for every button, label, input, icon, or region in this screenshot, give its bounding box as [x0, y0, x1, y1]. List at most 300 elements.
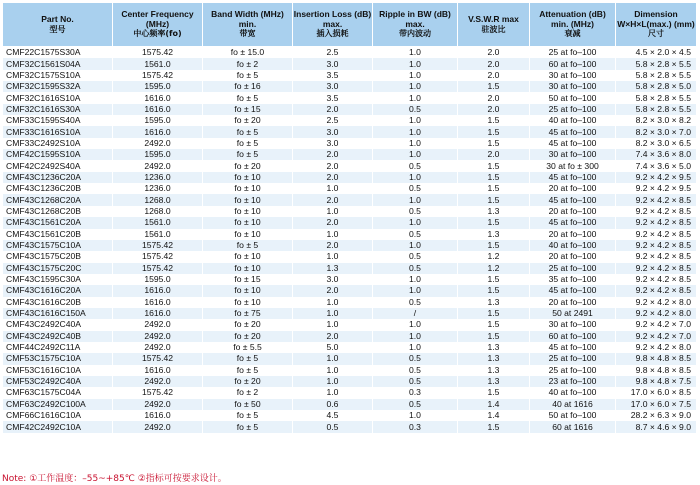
cell-insertion-loss: 1.0	[293, 308, 373, 319]
cell-attenuation: 23 at fo–100	[530, 376, 616, 387]
cell-insertion-loss: 2.0	[293, 149, 373, 160]
cell-insertion-loss: 3.0	[293, 274, 373, 285]
cell-dimension: 9.2 × 4.2 × 8.5	[616, 251, 697, 262]
cell-attenuation: 35 at fo–100	[530, 274, 616, 285]
cell-dimension: 4.5 × 2.0 × 4.5	[616, 47, 697, 59]
cell-attenuation: 25 at fo–100	[530, 104, 616, 115]
cell-band-width: fo ± 10	[203, 263, 293, 274]
cell-dimension: 9.2 × 4.2 × 8.5	[616, 206, 697, 217]
cell-dimension: 9.2 × 4.2 × 9.5	[616, 172, 697, 183]
cell-attenuation: 20 at fo–100	[530, 251, 616, 262]
cell-band-width: fo ± 15	[203, 274, 293, 285]
cell-attenuation: 20 at fo–100	[530, 183, 616, 194]
cell-attenuation: 50 at 2491	[530, 308, 616, 319]
cell-band-width: fo ± 15	[203, 104, 293, 115]
header-band-width: Band Width (MHz) min. 带宽	[203, 3, 293, 47]
cell-dimension: 8.7 × 4.6 × 9.0	[616, 421, 697, 432]
cell-part-no: CMF32C1616S30A	[3, 104, 113, 115]
cell-center-frequency: 1236.0	[113, 183, 203, 194]
table-row	[3, 229, 697, 240]
cell-part-no: CMF42C2492S40A	[3, 160, 113, 171]
cell-dimension: 9.2 × 4.2 × 8.5	[616, 285, 697, 296]
cell-center-frequency: 1616.0	[113, 410, 203, 421]
cell-ripple: 1.0	[373, 319, 458, 330]
cell-part-no: CMF33C1616S10A	[3, 126, 113, 137]
cell-vswr: 1.5	[458, 81, 530, 92]
table-row	[3, 92, 697, 103]
cell-dimension: 17.0 × 6.0 × 7.5	[616, 399, 697, 410]
cell-insertion-loss: 2.0	[293, 172, 373, 183]
cell-dimension: 9.8 × 4.8 × 8.5	[616, 365, 697, 376]
cell-band-width: fo ± 2	[203, 58, 293, 69]
cell-part-no: CMF43C1268C20B	[3, 206, 113, 217]
cell-center-frequency: 2492.0	[113, 342, 203, 353]
cell-insertion-loss: 3.0	[293, 138, 373, 149]
cell-vswr: 1.5	[458, 387, 530, 398]
cell-ripple: 0.5	[373, 297, 458, 308]
cell-center-frequency: 2492.0	[113, 376, 203, 387]
table-row	[3, 353, 697, 364]
cell-part-no: CMF32C1595S32A	[3, 81, 113, 92]
cell-center-frequency: 1268.0	[113, 206, 203, 217]
cell-part-no: CMF43C2492C40B	[3, 331, 113, 342]
cell-attenuation: 60 at 1616	[530, 421, 616, 432]
cell-ripple: 1.0	[373, 172, 458, 183]
cell-center-frequency: 1575.42	[113, 47, 203, 59]
header-vswr: V.S.W.R max 驻波比	[458, 3, 530, 47]
cell-center-frequency: 2492.0	[113, 331, 203, 342]
table-row	[3, 274, 697, 285]
cell-insertion-loss: 1.0	[293, 251, 373, 262]
cell-insertion-loss: 3.0	[293, 58, 373, 69]
cell-vswr: 1.5	[458, 285, 530, 296]
cell-band-width: fo ± 5	[203, 240, 293, 251]
cell-attenuation: 45 at fo–100	[530, 285, 616, 296]
cell-band-width: fo ± 5	[203, 138, 293, 149]
cell-dimension: 7.4 × 3.6 × 5.0	[616, 160, 697, 171]
cell-ripple: 0.5	[373, 365, 458, 376]
cell-center-frequency: 2492.0	[113, 138, 203, 149]
cell-ripple: 1.0	[373, 217, 458, 228]
cell-band-width: fo ± 10	[203, 172, 293, 183]
cell-insertion-loss: 1.0	[293, 183, 373, 194]
cell-part-no: CMF43C1616C20B	[3, 297, 113, 308]
cell-band-width: fo ± 5	[203, 410, 293, 421]
cell-ripple: 0.5	[373, 263, 458, 274]
cell-band-width: fo ± 5	[203, 365, 293, 376]
table-row	[3, 399, 697, 410]
cell-ripple: /	[373, 308, 458, 319]
cell-vswr: 1.3	[458, 229, 530, 240]
cell-center-frequency: 1561.0	[113, 229, 203, 240]
cell-vswr: 1.5	[458, 183, 530, 194]
cell-center-frequency: 1575.42	[113, 70, 203, 81]
cell-part-no: CMF33C1595S40A	[3, 115, 113, 126]
table-row	[3, 421, 697, 432]
cell-part-no: CMF33C2492S10A	[3, 138, 113, 149]
filter-spec-table	[2, 2, 697, 433]
table-row	[3, 319, 697, 330]
cell-part-no: CMF32C1561S04A	[3, 58, 113, 69]
cell-dimension: 9.2 × 4.2 × 8.5	[616, 274, 697, 285]
cell-center-frequency: 1236.0	[113, 172, 203, 183]
cell-insertion-loss: 1.0	[293, 206, 373, 217]
cell-dimension: 9.2 × 4.2 × 8.5	[616, 240, 697, 251]
cell-part-no: CMF32C1575S10A	[3, 70, 113, 81]
cell-band-width: fo ± 20	[203, 160, 293, 171]
cell-attenuation: 20 at fo–100	[530, 206, 616, 217]
table-row	[3, 376, 697, 387]
cell-band-width: fo ± 20	[203, 115, 293, 126]
table-row	[3, 331, 697, 342]
cell-insertion-loss: 1.0	[293, 376, 373, 387]
cell-dimension: 5.8 × 2.8 × 5.5	[616, 70, 697, 81]
cell-dimension: 7.4 × 3.6 × 8.0	[616, 149, 697, 160]
cell-band-width: fo ± 75	[203, 308, 293, 319]
cell-attenuation: 50 at fo–100	[530, 410, 616, 421]
cell-attenuation: 50 at fo–100	[530, 92, 616, 103]
table-row	[3, 172, 697, 183]
cell-dimension: 9.8 × 4.8 × 8.5	[616, 353, 697, 364]
cell-band-width: fo ± 5	[203, 353, 293, 364]
cell-ripple: 0.3	[373, 387, 458, 398]
table-row	[3, 138, 697, 149]
cell-ripple: 0.5	[373, 183, 458, 194]
cell-attenuation: 25 at fo–100	[530, 365, 616, 376]
cell-dimension: 8.2 × 3.0 × 6.5	[616, 138, 697, 149]
cell-dimension: 8.2 × 3.0 × 8.2	[616, 115, 697, 126]
cell-center-frequency: 1575.42	[113, 240, 203, 251]
cell-dimension: 9.2 × 4.2 × 8.0	[616, 297, 697, 308]
cell-part-no: CMF22C1575S30A	[3, 47, 113, 59]
table-row	[3, 263, 697, 274]
cell-attenuation: 45 at fo–100	[530, 172, 616, 183]
cell-ripple: 0.5	[373, 206, 458, 217]
cell-center-frequency: 1595.0	[113, 274, 203, 285]
cell-attenuation: 40 at 1616	[530, 399, 616, 410]
cell-vswr: 2.0	[458, 92, 530, 103]
cell-vswr: 1.5	[458, 160, 530, 171]
cell-vswr: 2.0	[458, 149, 530, 160]
cell-vswr: 1.5	[458, 126, 530, 137]
cell-insertion-loss: 3.0	[293, 126, 373, 137]
cell-attenuation: 45 at fo–100	[530, 126, 616, 137]
cell-part-no: CMF43C1268C20A	[3, 194, 113, 205]
cell-insertion-loss: 0.5	[293, 421, 373, 432]
cell-dimension: 9.2 × 4.2 × 8.0	[616, 342, 697, 353]
cell-vswr: 1.3	[458, 342, 530, 353]
cell-attenuation: 40 at fo–100	[530, 240, 616, 251]
cell-ripple: 0.3	[373, 421, 458, 432]
cell-center-frequency: 2492.0	[113, 399, 203, 410]
table-body	[3, 47, 697, 433]
cell-vswr: 2.0	[458, 70, 530, 81]
cell-part-no: CMF43C1236C20B	[3, 183, 113, 194]
cell-band-width: fo ± 20	[203, 331, 293, 342]
cell-part-no: CMF43C1561C20A	[3, 217, 113, 228]
cell-insertion-loss: 2.0	[293, 331, 373, 342]
cell-attenuation: 30 at fo–100	[530, 319, 616, 330]
cell-part-no: CMF43C1595C30A	[3, 274, 113, 285]
cell-dimension: 9.2 × 4.2 × 7.0	[616, 331, 697, 342]
cell-insertion-loss: 2.0	[293, 194, 373, 205]
cell-ripple: 1.0	[373, 47, 458, 59]
cell-vswr: 1.2	[458, 263, 530, 274]
cell-insertion-loss: 2.0	[293, 104, 373, 115]
cell-ripple: 1.0	[373, 274, 458, 285]
cell-insertion-loss: 2.5	[293, 47, 373, 59]
cell-center-frequency: 1616.0	[113, 297, 203, 308]
cell-vswr: 1.5	[458, 274, 530, 285]
cell-vswr: 1.3	[458, 376, 530, 387]
cell-band-width: fo ± 15.0	[203, 47, 293, 59]
cell-insertion-loss: 3.5	[293, 92, 373, 103]
cell-insertion-loss: 2.0	[293, 240, 373, 251]
cell-ripple: 1.0	[373, 240, 458, 251]
cell-band-width: fo ± 5	[203, 70, 293, 81]
spec-table-container	[2, 2, 696, 433]
cell-center-frequency: 1616.0	[113, 285, 203, 296]
cell-part-no: CMF43C1616C20A	[3, 285, 113, 296]
cell-insertion-loss: 2.0	[293, 217, 373, 228]
cell-dimension: 9.2 × 4.2 × 8.5	[616, 263, 697, 274]
cell-vswr: 1.2	[458, 251, 530, 262]
cell-dimension: 9.2 × 4.2 × 9.5	[616, 183, 697, 194]
header-center-frequency: Center Frequency (MHz) 中心频率(fo)	[113, 3, 203, 47]
cell-insertion-loss: 1.0	[293, 353, 373, 364]
cell-vswr: 1.5	[458, 194, 530, 205]
cell-band-width: fo ± 20	[203, 319, 293, 330]
cell-band-width: fo ± 2	[203, 387, 293, 398]
cell-ripple: 1.0	[373, 115, 458, 126]
table-row	[3, 81, 697, 92]
footnote: Note: ①工作温度：–55~+85℃ ②指标可按要求设计。	[2, 474, 227, 484]
cell-ripple: 1.0	[373, 410, 458, 421]
cell-band-width: fo ± 10	[203, 229, 293, 240]
header-part-no: Part No. 型号	[3, 3, 113, 47]
cell-vswr: 1.3	[458, 206, 530, 217]
cell-center-frequency: 1616.0	[113, 308, 203, 319]
cell-ripple: 1.0	[373, 194, 458, 205]
cell-insertion-loss: 2.0	[293, 285, 373, 296]
cell-vswr: 1.5	[458, 172, 530, 183]
cell-ripple: 1.0	[373, 92, 458, 103]
cell-ripple: 1.0	[373, 285, 458, 296]
cell-part-no: CMF43C2492C40A	[3, 319, 113, 330]
cell-part-no: CMF53C2492C40A	[3, 376, 113, 387]
cell-band-width: fo ± 10	[203, 194, 293, 205]
cell-ripple: 0.5	[373, 104, 458, 115]
cell-ripple: 1.0	[373, 126, 458, 137]
cell-vswr: 1.5	[458, 138, 530, 149]
cell-attenuation: 45 at fo–100	[530, 138, 616, 149]
cell-attenuation: 30 at fo–100	[530, 81, 616, 92]
cell-insertion-loss: 1.0	[293, 387, 373, 398]
cell-band-width: fo ± 10	[203, 285, 293, 296]
cell-insertion-loss: 5.0	[293, 342, 373, 353]
cell-vswr: 1.3	[458, 353, 530, 364]
cell-center-frequency: 1616.0	[113, 365, 203, 376]
header-row	[3, 3, 697, 47]
table-row	[3, 160, 697, 171]
cell-insertion-loss: 3.0	[293, 81, 373, 92]
cell-band-width: fo ± 10	[203, 217, 293, 228]
cell-dimension: 5.8 × 2.8 × 5.5	[616, 104, 697, 115]
cell-part-no: CMF43C1616C150A	[3, 308, 113, 319]
cell-center-frequency: 1575.42	[113, 251, 203, 262]
cell-center-frequency: 1561.0	[113, 217, 203, 228]
table-row	[3, 126, 697, 137]
cell-dimension: 28.2 × 6.3 × 9.0	[616, 410, 697, 421]
header-dimension: Dimension W×H×L(max.) (mm) 尺寸	[616, 3, 697, 47]
cell-attenuation: 25 at fo–100	[530, 47, 616, 59]
cell-center-frequency: 1616.0	[113, 126, 203, 137]
cell-band-width: fo ± 10	[203, 206, 293, 217]
cell-center-frequency: 1575.42	[113, 353, 203, 364]
cell-vswr: 1.5	[458, 115, 530, 126]
table-row	[3, 183, 697, 194]
cell-dimension: 5.8 × 2.8 × 5.0	[616, 81, 697, 92]
cell-center-frequency: 1575.42	[113, 387, 203, 398]
table-row	[3, 58, 697, 69]
table-row	[3, 410, 697, 421]
cell-part-no: CMF53C1616C10A	[3, 365, 113, 376]
cell-part-no: CMF43C1561C20B	[3, 229, 113, 240]
cell-band-width: fo ± 5	[203, 421, 293, 432]
table-row	[3, 104, 697, 115]
cell-vswr: 1.4	[458, 410, 530, 421]
cell-insertion-loss: 1.0	[293, 297, 373, 308]
cell-ripple: 1.0	[373, 342, 458, 353]
cell-attenuation: 30 at fo–100	[530, 149, 616, 160]
cell-center-frequency: 1595.0	[113, 149, 203, 160]
cell-vswr: 2.0	[458, 47, 530, 59]
cell-part-no: CMF63C1575C04A	[3, 387, 113, 398]
cell-band-width: fo ± 20	[203, 376, 293, 387]
cell-vswr: 1.5	[458, 217, 530, 228]
cell-band-width: fo ± 10	[203, 251, 293, 262]
cell-part-no: CMF63C2492C100A	[3, 399, 113, 410]
cell-attenuation: 45 at fo–100	[530, 342, 616, 353]
cell-part-no: CMF43C1575C10A	[3, 240, 113, 251]
cell-center-frequency: 1268.0	[113, 194, 203, 205]
cell-ripple: 0.5	[373, 251, 458, 262]
table-row	[3, 149, 697, 160]
cell-vswr: 2.0	[458, 58, 530, 69]
cell-center-frequency: 1561.0	[113, 58, 203, 69]
cell-dimension: 8.2 × 3.0 × 7.0	[616, 126, 697, 137]
cell-band-width: fo ± 5.5	[203, 342, 293, 353]
cell-vswr: 1.5	[458, 331, 530, 342]
cell-center-frequency: 2492.0	[113, 319, 203, 330]
table-row	[3, 297, 697, 308]
cell-vswr: 1.3	[458, 297, 530, 308]
table-row	[3, 194, 697, 205]
cell-ripple: 1.0	[373, 81, 458, 92]
cell-insertion-loss: 1.3	[293, 263, 373, 274]
table-row	[3, 387, 697, 398]
cell-insertion-loss: 3.5	[293, 70, 373, 81]
cell-part-no: CMF32C1616S10A	[3, 92, 113, 103]
cell-ripple: 0.5	[373, 160, 458, 171]
cell-vswr: 1.5	[458, 308, 530, 319]
cell-band-width: fo ± 10	[203, 183, 293, 194]
cell-center-frequency: 1595.0	[113, 115, 203, 126]
cell-dimension: 9.2 × 4.2 × 8.5	[616, 217, 697, 228]
cell-attenuation: 45 at fo–100	[530, 217, 616, 228]
table-row	[3, 47, 697, 59]
cell-vswr: 1.5	[458, 240, 530, 251]
cell-vswr: 2.0	[458, 104, 530, 115]
cell-dimension: 9.2 × 4.2 × 8.0	[616, 308, 697, 319]
cell-band-width: fo ± 16	[203, 81, 293, 92]
cell-ripple: 0.5	[373, 376, 458, 387]
header-insertion-loss: Insertion Loss (dB) max. 插入损耗	[293, 3, 373, 47]
cell-ripple: 0.5	[373, 399, 458, 410]
cell-insertion-loss: 0.6	[293, 399, 373, 410]
cell-dimension: 9.2 × 4.2 × 7.0	[616, 319, 697, 330]
cell-attenuation: 25 at fo–100	[530, 353, 616, 364]
cell-attenuation: 25 at fo–100	[530, 263, 616, 274]
cell-insertion-loss: 4.5	[293, 410, 373, 421]
cell-attenuation: 40 at fo–100	[530, 387, 616, 398]
cell-band-width: fo ± 50	[203, 399, 293, 410]
cell-part-no: CMF66C1616C10A	[3, 410, 113, 421]
cell-part-no: CMF43C1575C20B	[3, 251, 113, 262]
cell-center-frequency: 1616.0	[113, 104, 203, 115]
cell-part-no: CMF43C1575C20C	[3, 263, 113, 274]
cell-dimension: 17.0 × 6.0 × 8.5	[616, 387, 697, 398]
cell-part-no: CMF42C2492C10A	[3, 421, 113, 432]
cell-part-no: CMF42C1595S10A	[3, 149, 113, 160]
cell-ripple: 1.0	[373, 149, 458, 160]
cell-center-frequency: 2492.0	[113, 421, 203, 432]
cell-vswr: 1.5	[458, 421, 530, 432]
cell-attenuation: 60 at fo–100	[530, 331, 616, 342]
cell-band-width: fo ± 5	[203, 92, 293, 103]
header-ripple: Ripple in BW (dB) max. 带内波动	[373, 3, 458, 47]
cell-band-width: fo ± 5	[203, 126, 293, 137]
cell-band-width: fo ± 5	[203, 149, 293, 160]
table-row	[3, 206, 697, 217]
cell-ripple: 0.5	[373, 229, 458, 240]
cell-part-no: CMF53C1575C10A	[3, 353, 113, 364]
cell-attenuation: 40 at fo–100	[530, 115, 616, 126]
cell-ripple: 0.5	[373, 353, 458, 364]
cell-dimension: 9.8 × 4.8 × 7.5	[616, 376, 697, 387]
cell-ripple: 1.0	[373, 70, 458, 81]
table-row	[3, 342, 697, 353]
cell-dimension: 5.8 × 2.8 × 5.5	[616, 58, 697, 69]
cell-attenuation: 60 at fo–100	[530, 58, 616, 69]
header-attenuation: Attenuation (dB) min. (MHz) 衰减	[530, 3, 616, 47]
cell-attenuation: 20 at fo–100	[530, 297, 616, 308]
cell-dimension: 9.2 × 4.2 × 8.5	[616, 194, 697, 205]
table-row	[3, 285, 697, 296]
cell-ripple: 1.0	[373, 331, 458, 342]
cell-attenuation: 20 at fo–100	[530, 229, 616, 240]
cell-ripple: 1.0	[373, 58, 458, 69]
cell-attenuation: 45 at fo–100	[530, 194, 616, 205]
cell-part-no: CMF43C1236C20A	[3, 172, 113, 183]
cell-vswr: 1.3	[458, 365, 530, 376]
cell-center-frequency: 1595.0	[113, 81, 203, 92]
cell-vswr: 1.4	[458, 399, 530, 410]
cell-center-frequency: 1575.42	[113, 263, 203, 274]
cell-insertion-loss: 1.0	[293, 229, 373, 240]
cell-attenuation: 30 at fo–100	[530, 70, 616, 81]
cell-dimension: 5.8 × 2.8 × 5.5	[616, 92, 697, 103]
